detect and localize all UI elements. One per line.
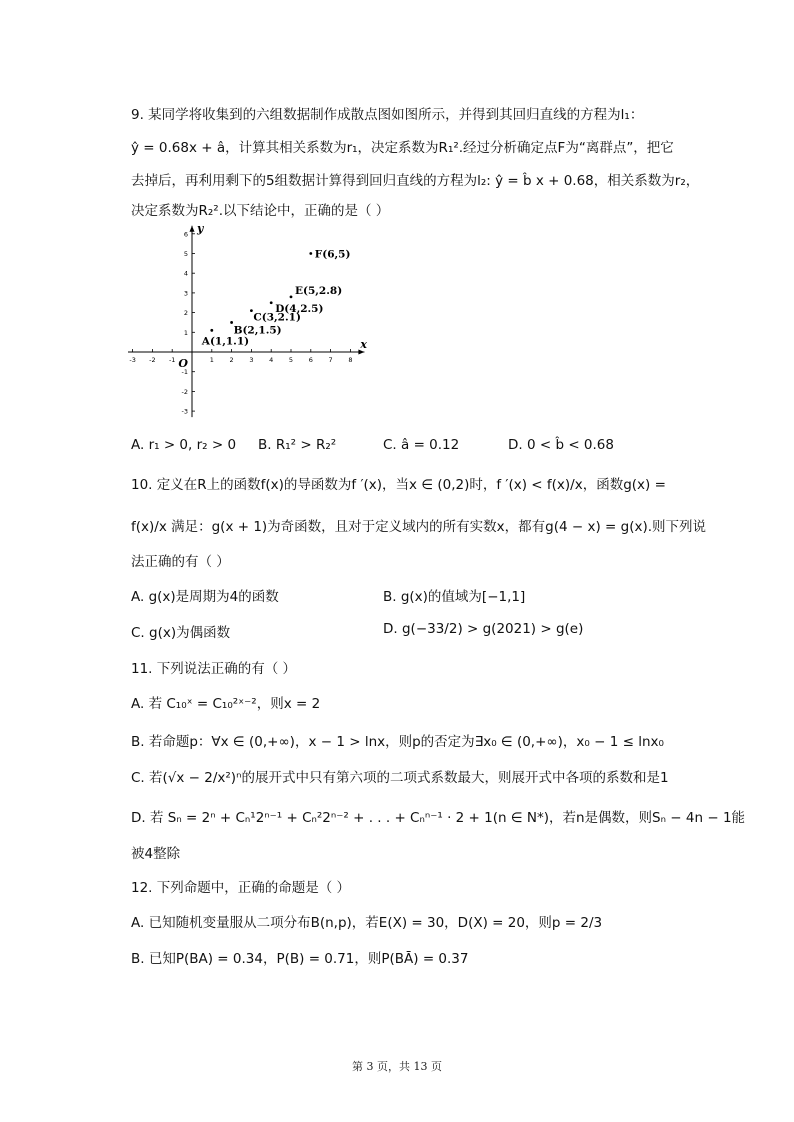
data-point	[210, 329, 213, 332]
point-label: B(2,1.5)	[233, 324, 282, 337]
q9-option-b: B. R₁² > R₂²	[258, 437, 337, 453]
scatter-plot	[128, 224, 380, 420]
q9-option-c: C. â = 0.12	[383, 437, 460, 453]
x-axis-label: x	[360, 338, 367, 351]
x-tick-label: 7	[328, 356, 333, 364]
q10-option-a: A. g(x)是周期为4的函数	[131, 589, 279, 605]
point-label: A(1,1.1)	[201, 335, 250, 348]
q9-option-d: D. 0 < b̂ < 0.68	[508, 437, 614, 453]
q11-option-d-cont: 被4整除	[131, 846, 181, 862]
x-tick-label: 3	[249, 356, 254, 364]
q9-line2: ŷ = 0.68x + â，计算其相关系数为r₁，决定系数为R₁².经过分析确定点F为“离群点”，把它	[131, 140, 674, 156]
point-label: C(3,2.1)	[253, 311, 301, 324]
q10-line1: 10. 定义在R上的函数f(x)的导函数为f ′(x)，当x ∈ (0,2)时，f ′(x) < f(x)/x，函数g(x) =	[131, 477, 666, 493]
q9-line4: 决定系数为R₂².以下结论中，正确的是（ ）	[131, 203, 390, 219]
data-point	[290, 295, 293, 298]
x-tick-label: 5	[288, 356, 294, 364]
data-point	[230, 321, 233, 324]
y-axis-arrow	[190, 226, 195, 232]
q10-option-d: D. g(−33/2) > g(2021) > g(e)	[383, 621, 584, 637]
y-tick-label: 1	[183, 328, 188, 337]
q11-option-c: C. 若(√x − 2/x²)ⁿ的展开式中只有第六项的二项式系数最大，则展开式中各项的系数和是1	[131, 770, 669, 786]
q10-line3: 法正确的有（ ）	[131, 554, 230, 570]
q10-line2: f(x)/x 满足：g(x + 1)为奇函数，且对于定义域内的所有实数x，都有g(4 − x) = g(x).则下列说	[131, 519, 707, 535]
q9-line1: 9. 某同学将收集到的六组数据制作成散点图如图所示，并得到其回归直线的方程为l₁：	[131, 107, 644, 123]
q11-option-b: B. 若命题p：∀x ∈ (0,+∞)，x − 1 > lnx，则p的否定为∃x₀ ∈ (0,+∞)，x₀ − 1 ≤ lnx₀	[131, 734, 664, 750]
page-footer: 第 3 页，共 13 页	[352, 1060, 442, 1073]
x-tick-label: 6	[308, 356, 313, 364]
q12-option-b: B. 已知P(BA) = 0.34，P(B) = 0.71，则P(BĀ) = 0.37	[131, 951, 469, 967]
x-tick-label: 1	[209, 356, 214, 364]
y-tick-label: 6	[183, 230, 188, 239]
point-label: D(4,2.5)	[275, 302, 324, 315]
x-tick-label: -3	[129, 356, 136, 364]
x-tick-label: -2	[149, 356, 156, 364]
q9-option-a: A. r₁ > 0, r₂ > 0	[131, 437, 237, 453]
y-tick-label: -3	[181, 407, 188, 416]
q10-option-b: B. g(x)的值域为[−1,1]	[383, 589, 526, 605]
q11-line1: 11. 下列说法正确的有（ ）	[131, 661, 297, 677]
y-tick-label: 5	[183, 250, 188, 258]
x-tick-label: -1	[168, 356, 176, 364]
x-tick-label: 8	[348, 356, 353, 364]
data-point	[250, 309, 253, 312]
y-axis-label: y	[197, 224, 204, 235]
y-tick-label: 2	[183, 309, 188, 318]
point-label: E(5,2.8)	[295, 284, 343, 297]
y-tick-label: -2	[181, 387, 188, 396]
q9-line3: 去掉后，再利用剩下的5组数据计算得到回归直线的方程为l₂: ŷ = b̂ x + 0.68，相关系数为r₂，	[131, 173, 700, 189]
q12-line1: 12. 下列命题中，正确的命题是（ ）	[131, 880, 351, 896]
x-tick-label: 4	[269, 356, 274, 364]
data-point	[309, 252, 312, 255]
y-tick-label: -1	[181, 368, 188, 377]
x-tick-label: 2	[229, 356, 234, 364]
origin-label: O	[178, 357, 188, 370]
y-tick-label: 3	[183, 289, 188, 298]
q10-option-c: C. g(x)为偶函数	[131, 625, 231, 641]
q11-option-a: A. 若 C₁₀ˣ = C₁₀²ˣ⁻²，则x = 2	[131, 696, 321, 712]
q11-option-d: D. 若 Sₙ = 2ⁿ + Cₙ¹2ⁿ⁻¹ + Cₙ²2ⁿ⁻² + . . . + Cₙⁿ⁻¹ · 2 + 1(n ∈ N*)，若n是偶数，则Sₙ − 4n − 1能	[131, 810, 746, 826]
data-point	[270, 301, 273, 304]
plot-points	[201, 249, 351, 348]
point-label: F(6,5)	[314, 248, 351, 261]
q12-option-a: A. 已知随机变量服从二项分布B(n,p)，若E(X) = 30，D(X) = 20，则p = 2/3	[131, 915, 603, 931]
y-tick-label: 4	[183, 269, 188, 278]
